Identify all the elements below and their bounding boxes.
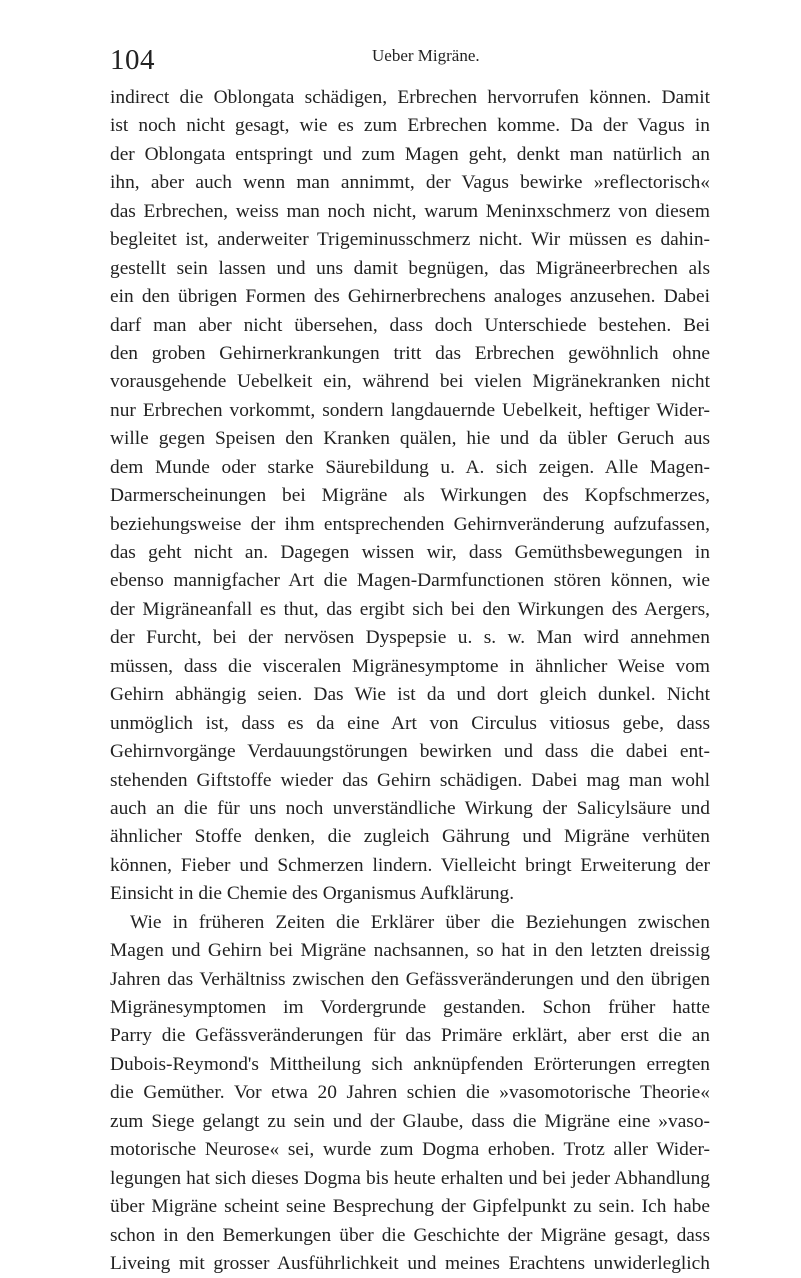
text-line: müssen, dass die visceralen Migränesymptome in ähnlicher Weise vom [110,655,710,677]
text-line: Einsicht in die Chemie des Organismus Aufklärung. [110,883,515,905]
text-line: unmöglich ist, dass es da eine Art von Circulus vitiosus gebe, dass [110,712,710,734]
text-line: auch an die für uns noch unverständliche Wirkung der Salicylsäure und [110,797,710,819]
text-line: dem Munde oder starke Säurebildung u. A. sich zeigen. Alle Magen- [110,456,710,478]
text-line: über Migräne scheint seine Besprechung der Gipfelpunkt zu sein. Ich habe [110,1196,710,1218]
text-line: der Oblongata entspringt und zum Magen geht, denkt man natürlich an [110,143,710,165]
text-line: ebenso mannigfacher Art die Magen-Darmfunctionen stören können, wie [110,570,710,592]
text-line: den groben Gehirnerkrankungen tritt das Erbrechen gewöhnlich ohne [110,342,710,364]
text-line: der Migräneanfall es thut, das ergibt sich bei den Wirkungen des Aergers, [110,598,710,620]
text-line: motorische Neurose« sei, wurde zum Dogma erhoben. Trotz aller Wider- [110,1139,710,1161]
text-line: Dubois-Reymond's Mittheilung sich anknüpfenden Erörterungen erregten [110,1053,710,1075]
text-line: ihn, aber auch wenn man annimmt, der Vagus bewirke »reflectorisch« [110,172,710,194]
text-line: der Furcht, bei der nervösen Dyspepsie u. s. w. Man wird annehmen [110,627,710,649]
text-line: Migränesymptomen im Vordergrunde gestanden. Schon früher hatte [110,997,710,1018]
text-line: schon in den Bemerkungen über die Geschichte der Migräne gesagt, dass [110,1224,710,1246]
text-line: Jahren das Verhältniss zwischen den Gefässveränderungen und den übrigen [110,968,710,990]
text-line: vorausgehende Uebelkeit ein, während bei vielen Migränekranken nicht [110,371,710,393]
text-line: nur Erbrechen vorkommt, sondern langdauernde Uebelkeit, heftiger Wider- [110,399,710,421]
text-line: die Gemüther. Vor etwa 20 Jahren schien die »vasomotorische Theorie« [110,1082,710,1104]
text-line: Gehirnvorgänge Verdauungstörungen bewirken und dass die dabei ent- [110,741,710,763]
text-line: können, Fieber und Schmerzen lindern. Vielleicht bringt Erweiterung der [110,854,710,876]
text-line: ein den übrigen Formen des Gehirnerbrechens analoges anzusehen. Dabei [110,286,710,308]
text-line: ist noch nicht gesagt, wie es zum Erbrechen komme. Da der Vagus in [110,115,710,137]
text-line: Darmerscheinungen bei Migräne als Wirkungen des Kopfschmerzes, [110,485,710,507]
text-line: Parry die Gefässveränderungen für das Primäre erklärt, aber erst die an [110,1025,710,1047]
page-number: 104 [110,44,155,76]
text-line: beziehungsweise der ihm entsprechenden Gehirnveränderung aufzufassen, [110,513,710,535]
text-line: zum Siege gelangt zu sein und der Glaube, dass die Migräne eine »vaso- [110,1110,710,1132]
text-line: stehenden Giftstoffe wieder das Gehirn schädigen. Dabei mag man wohl [110,769,710,791]
text-line: Gehirn abhängig seien. Das Wie ist da und dort gleich dunkel. Nicht [110,684,710,706]
text-line: wille gegen Speisen den Kranken quälen, hie und da übler Geruch aus [110,428,710,450]
text-line: legungen hat sich dieses Dogma bis heute erhalten und bei jeder Abhandlung [110,1167,710,1189]
page-header [0,38,801,78]
text-line: das Erbrechen, weiss man noch nicht, warum Meninxschmerz von diesem [110,200,710,222]
text-line: Liveing mit grosser Ausführlichkeit und meines Erachtens unwiderleglich [110,1252,710,1274]
running-title: Ueber Migräne. [372,46,480,65]
text-line: Wie in früheren Zeiten die Erklärer über die Beziehungen zwischen [130,911,710,933]
body-text [110,84,710,1278]
text-line: ähnlicher Stoffe denken, die zugleich Gährung und Migräne verhüten [110,826,710,848]
text-line: begleitet ist, anderweiter Trigeminusschmerz nicht. Wir müssen es dahin- [110,229,710,251]
text-line: Magen und Gehirn bei Migräne nachsannen, so hat in den letzten dreissig [110,940,710,962]
text-line: darf man aber nicht übersehen, dass doch Unterschiede bestehen. Bei [110,314,710,336]
text-line: das geht nicht an. Dagegen wissen wir, dass Gemüthsbewegungen in [110,542,710,563]
text-line: gestellt sein lassen und uns damit begnügen, das Migräneerbrechen als [110,257,710,279]
text-line: indirect die Oblongata schädigen, Erbrechen hervorrufen können. Damit [110,87,710,108]
